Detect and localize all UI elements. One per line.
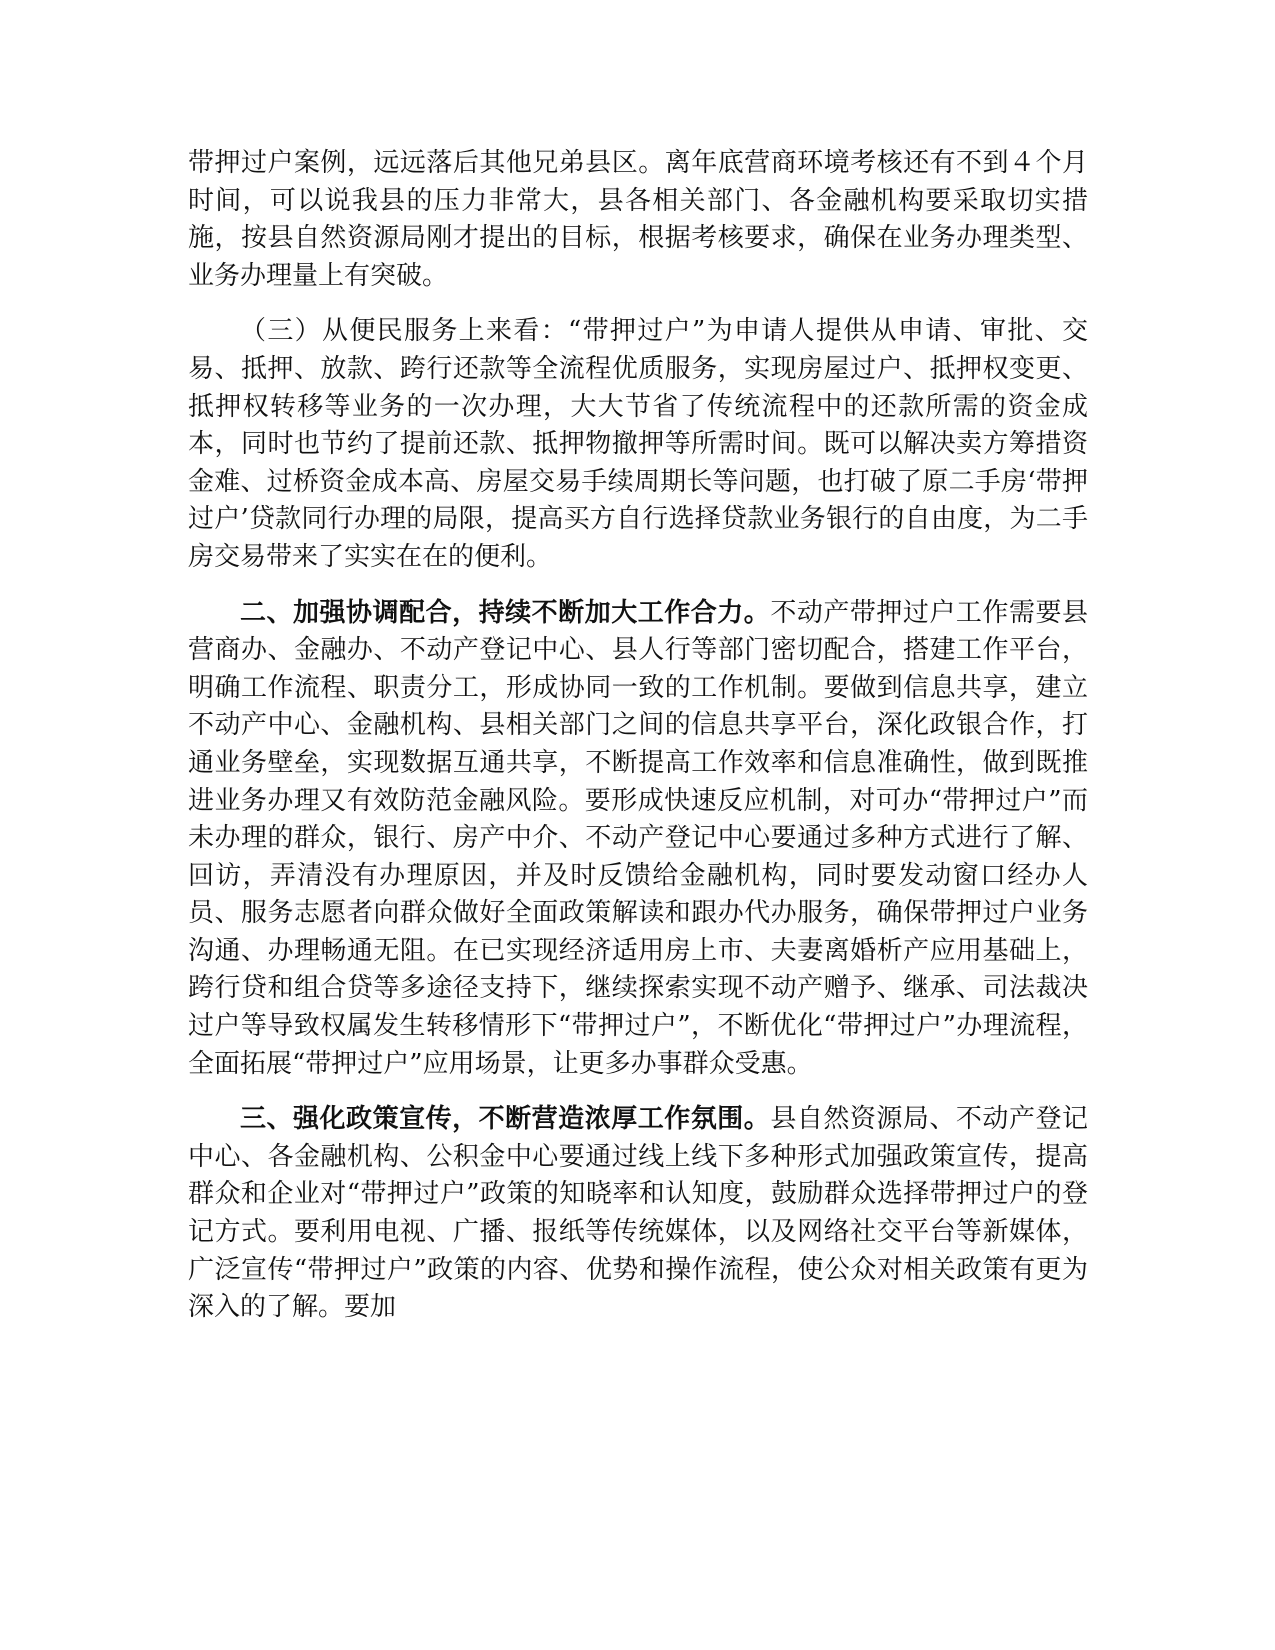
paragraph-continuation	[188, 145, 1088, 295]
section-heading: 三、强化政策宣传，不断营造浓厚工作氛围。	[240, 1104, 771, 1135]
document-body	[188, 145, 1088, 1345]
paragraph-convenience-service	[188, 313, 1088, 576]
paragraph-text: 带押过户案例，远远落后其他兄弟县区。离年底营商环境考核还有不到４个月时间，可以说我县的压力非常大，县各相关部门、各金融机构要采取切实措施，按县自然资源局刚才提出的目标，根据考核要求，确保在业务办理类型、业务办理量上有突破。	[188, 148, 1088, 291]
paragraph-text: 县自然资源局、不动产登记中心、各金融机构、公积金中心要通过线上线下多种形式加强政策宣传，提高群众和企业对“带押过户”政策的知晓率和认知度，鼓励群众选择带押过户的登记方式。要利用电视、广播、报纸等传统媒体，以及网络社交平台等新媒体，广泛宣传“带押过户”政策的内容、优势和操作流程，使公众对相关政策有更为深入的了解。要加	[188, 1104, 1088, 1323]
section-heading: 二、加强协调配合，持续不断加大工作合力。	[240, 597, 771, 628]
paragraph-text: （三）从便民服务上来看：“带押过户”为申请人提供从申请、审批、交易、抵押、放款、跨行还款等全流程优质服务，实现房屋过户、抵押权变更、抵押权转移等业务的一次办理，大大节省了传统流程中的还款所需的资金成本，同时也节约了提前还款、抵押物撤押等所需时间。既可以解决卖方筹措资金难、过桥资金成本高、房屋交易手续周期长等问题，也打破了原二手房‘带押过户’贷款同行办理的局限，提高买方自行选择贷款业务银行的自由度，为二手房交易带来了实实在在的便利。	[188, 316, 1088, 572]
paragraph-coordination	[188, 595, 1088, 1084]
paragraph-publicity	[188, 1101, 1088, 1327]
paragraph-text: 不动产带押过户工作需要县营商办、金融办、不动产登记中心、县人行等部门密切配合，搭建工作平台，明确工作流程、职责分工，形成协同一致的工作机制。要做到信息共享，建立不动产中心、金融机构、县相关部门之间的信息共享平台，深化政银合作，打通业务壁垒，实现数据互通共享，不断提高工作效率和信息准确性，做到既推进业务办理又有效防范金融风险。要形成快速反应机制，对可办“带押过户”而未办理的群众，银行、房产中介、不动产登记中心要通过多种方式进行了解、回访，弄清没有办理原因，并及时反馈给金融机构，同时要发动窗口经办人员、服务志愿者向群众做好全面政策解读和跟办代办服务，确保带押过户业务沟通、办理畅通无阻。在已实现经济适用房上市、夫妻离婚析产应用基础上，跨行贷和组合贷等多途径支持下，继续探索实现不动产赠予、继承、司法裁决过户等导致权属发生转移情形下“带押过户”，不断优化“带押过户”办理流程，全面拓展“带押过户”应用场景，让更多办事群众受惠。	[188, 597, 1088, 1079]
